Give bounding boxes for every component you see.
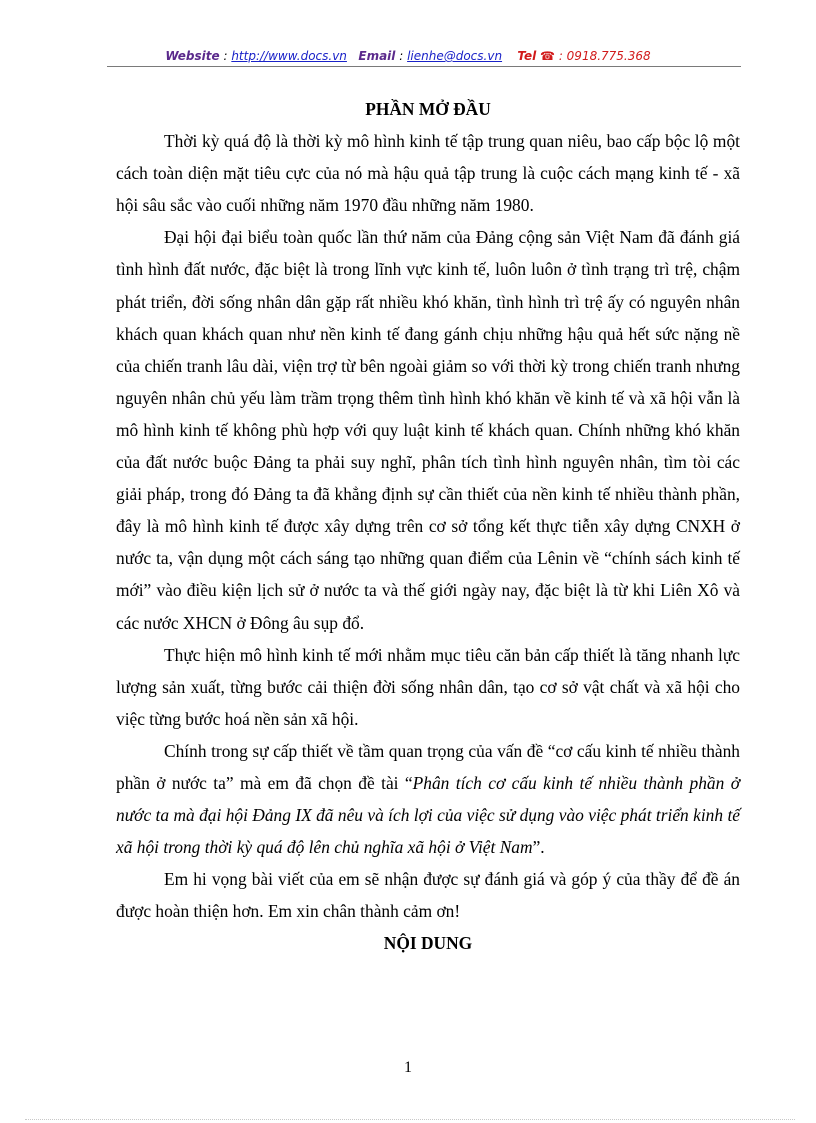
paragraph-closing: Em hi vọng bài viết của em sẽ nhận được sự đánh giá và góp ý của thầy để đề án được hoàn thiện hơn. Em xin chân thành cảm ơn! xyxy=(116,869,740,922)
email-separator: : xyxy=(395,49,408,63)
phone-icon: ☎ xyxy=(540,49,555,63)
email-label: Email xyxy=(358,49,396,63)
email-link[interactable]: lienhe@docs.vn xyxy=(407,49,503,63)
topic-trailing-text: ”. xyxy=(532,837,545,858)
website-link[interactable]: http://www.docs.vn xyxy=(231,49,347,63)
paragraph-intro: Thời kỳ quá độ là thời kỳ mô hình kinh tế tập trung quan niêu, bao cấp bộc lộ một cách toàn diện mặt tiêu cực của nó mà hậu quả tập trung là cuộc cách mạng kinh tế - xã hội sâu sắc vào cuối những năm 1970 đầu những năm 1980. xyxy=(116,131,740,216)
phone-number: : 0918.775.368 xyxy=(555,49,651,63)
paragraph-topic xyxy=(116,735,740,863)
page-header xyxy=(0,47,816,65)
paragraph-congress: Đại hội đại biểu toàn quốc lần thứ năm của Đảng cộng sản Việt Nam đã đánh giá tình hình đất nước, đặc biệt là trong lĩnh vực kinh tế, luôn luôn ở tình trạng trì trệ, chậm phát triển, đời sống nhân dân gặp rất nhiều khó khăn, tình hình trì trệ ấy có nguyên nhân khách quan khách quan như nền kinh tế đang gánh chịu những hậu quả hết sức nặng nề của chiến tranh lâu dài, viện trợ từ bên ngoài giảm so với thời kỳ trong chiến tranh nhưng nguyên nhân chủ yếu làm trầm trọng thêm tình hình khó khăn về kinh tế và xã hội vẫn là mô hình kinh tế không phù hợp với quy luật kinh tế khách quan. Chính những khó khăn của đất nước buộc Đảng ta phải suy nghĩ, phân tích tình hình nguyên nhân, tìm tòi các giải pháp, trong đó Đảng ta đã khẳng định sự cần thiết của nền kinh tế nhiều thành phần, đây là mô hình kinh tế được xây dựng trên cơ sở tổng kết thực tiễn xây dựng CNXH ở nước ta, vận dụng một cách sáng tạo những quan điểm của Lênin về “chính sách kinh tế mới” vào điều kiện lịch sử ở nước ta và thế giới ngày nay, đặc biệt là từ khi Liên Xô và các nước XHCN ở Đông âu sụp đổ. xyxy=(116,227,740,633)
website-separator: : xyxy=(219,49,232,63)
page-number: 1 xyxy=(404,1059,412,1076)
header-divider xyxy=(107,66,741,67)
website-label: Website xyxy=(165,49,220,63)
topic-lead-text: Chính trong sự cấp thiết về tầm quan trọng của vấn đề “cơ cấu kinh tế nhiều thành phần ở nước ta” mà em đã chọn đề tài “ xyxy=(116,740,740,793)
next-section-title: NỘI DUNG xyxy=(383,933,473,954)
topic-title: Phân tích cơ cấu kinh tế nhiều thành phần ở nước ta mà đại hội Đảng IX đã nêu và ích lợi của việc sử dụng vào việc phát triển kinh tế xã hội trong thời kỳ quá độ lên chủ nghĩa xã hội ở Việt Nam xyxy=(116,772,741,858)
tel-label: Tel xyxy=(517,49,537,63)
page-bottom-border xyxy=(25,1119,795,1120)
document-body xyxy=(116,93,740,960)
paragraph-model: Thực hiện mô hình kinh tế mới nhằm mục tiêu căn bản cấp thiết là tăng nhanh lực lượng sản xuất, từng bước cải thiện đời sống nhân dân, tạo cơ sở vật chất và xã hội cho việc từng bước hoá nền sản xã hội. xyxy=(116,644,740,729)
section-title: PHẦN MỞ ĐẦU xyxy=(365,99,491,119)
